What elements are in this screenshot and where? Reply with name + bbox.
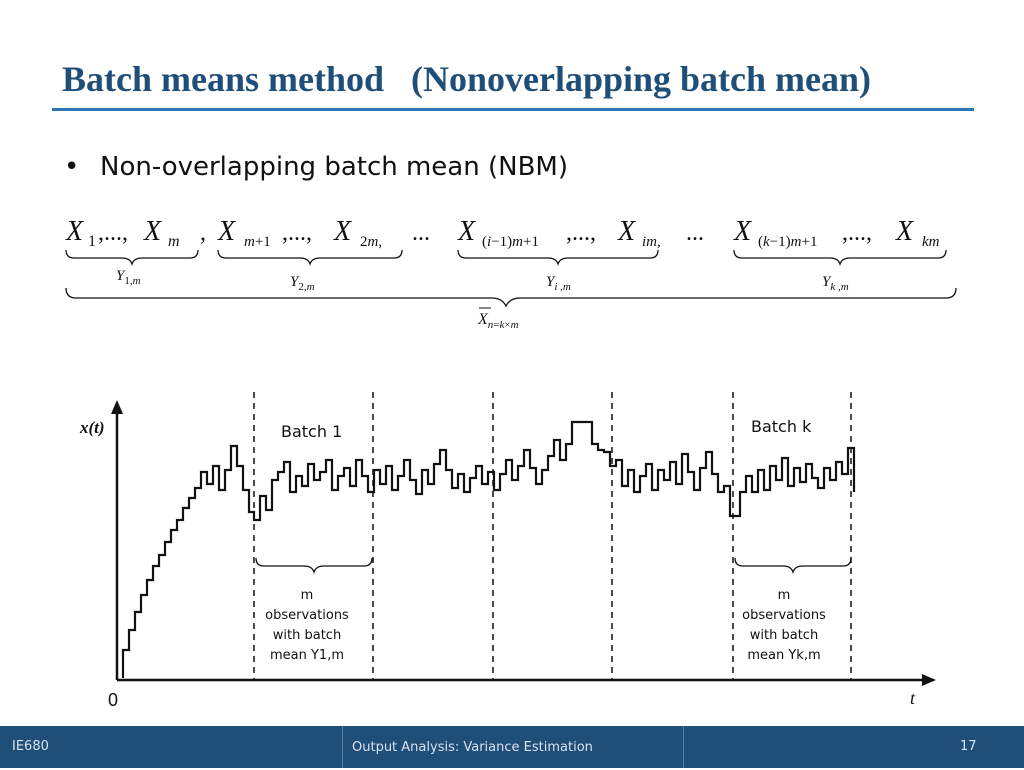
svg-text:(i−1)m+1: (i−1)m+1 bbox=[482, 234, 539, 250]
svg-text:im,: im, bbox=[642, 234, 661, 250]
formula-group-4 bbox=[733, 216, 940, 250]
svg-text:X: X bbox=[618, 216, 636, 247]
svg-text:m+1: m+1 bbox=[244, 234, 271, 250]
batch-1-annotation: m observations with batch mean Y1,m bbox=[252, 586, 362, 666]
formula-group-1 bbox=[65, 216, 206, 250]
batch-k-annotation: m observations with batch mean Yk,m bbox=[729, 586, 839, 666]
formula-group-2 bbox=[217, 216, 382, 250]
svg-text:,...,: ,..., bbox=[566, 220, 596, 246]
footer-divider-1 bbox=[342, 726, 343, 768]
formula-ellipsis-2: ... bbox=[686, 220, 704, 246]
footer-topic: Output Analysis: Variance Estimation bbox=[352, 740, 593, 755]
time-series-figure bbox=[0, 380, 1024, 720]
svg-text:1: 1 bbox=[88, 233, 96, 250]
svg-text:X: X bbox=[334, 216, 352, 247]
footer-divider-2 bbox=[683, 726, 684, 768]
svg-text:Y1,m: $Y_{1,}m$ bbox=[116, 268, 141, 287]
batch-1-annotation-mean: mean Y1,m bbox=[269, 648, 344, 663]
bullet-text: Non-overlapping batch mean (NBM) bbox=[100, 152, 568, 182]
svg-text:,...,: ,..., bbox=[842, 220, 872, 246]
batch-1-brace bbox=[256, 558, 372, 572]
svg-text:,...,: ,..., bbox=[282, 220, 312, 246]
x-axis-label: t bbox=[910, 688, 916, 708]
brace-4 bbox=[734, 250, 946, 264]
x-axis-arrow-icon bbox=[922, 674, 936, 686]
batch-1-label: Batch 1 bbox=[281, 422, 343, 441]
bullet-dot-icon: • bbox=[64, 152, 80, 182]
bullet-item bbox=[64, 152, 568, 182]
y-axis-arrow-icon bbox=[111, 400, 123, 414]
svg-text:X: X bbox=[66, 216, 84, 247]
brace-1 bbox=[66, 250, 198, 264]
slide-title: Batch means method (Nonoverlapping batch mean) bbox=[62, 59, 872, 99]
brace-overall bbox=[66, 288, 956, 306]
svg-text:X: X bbox=[734, 216, 752, 247]
footer-course: IE680 bbox=[12, 739, 49, 754]
svg-text:,...,: ,..., bbox=[98, 220, 128, 246]
brace-labels bbox=[116, 268, 849, 331]
svg-text:,: , bbox=[200, 220, 206, 246]
slide-footer bbox=[0, 726, 1024, 768]
batch-braces bbox=[256, 558, 851, 572]
brace-3 bbox=[458, 250, 658, 264]
batch-formula bbox=[0, 200, 1024, 340]
svg-text:Y2,m: $Y_{2,}m$ bbox=[290, 274, 315, 293]
svg-text:X: X bbox=[144, 216, 162, 247]
formula-group-3 bbox=[457, 216, 661, 250]
svg-text:Yi ,m: $Y_i$ ,m bbox=[546, 274, 571, 293]
svg-text:m: m bbox=[168, 233, 180, 250]
batch-k-brace bbox=[735, 558, 851, 572]
svg-text:(k−1)m+1: (k−1)m+1 bbox=[758, 234, 818, 250]
svg-text:X: X bbox=[218, 216, 236, 247]
svg-text:X: X bbox=[896, 216, 914, 247]
svg-text:Xn=k×m: $X_n=k\times m$ bbox=[478, 311, 519, 331]
footer-page-number: 17 bbox=[960, 739, 977, 754]
svg-text:X: X bbox=[458, 216, 476, 247]
batch-k-annotation-mean: mean Yk,m bbox=[747, 648, 821, 663]
y-axis-label: x(t) bbox=[80, 418, 105, 437]
svg-text:Yk ,m: $Y_k$ ,m bbox=[822, 274, 849, 293]
formula-ellipsis-1: ... bbox=[412, 220, 430, 246]
svg-text:2m,: 2m, bbox=[360, 234, 383, 250]
svg-text:km: km bbox=[922, 234, 940, 250]
title-divider bbox=[52, 108, 974, 111]
batch-k-label: Batch k bbox=[751, 417, 812, 436]
origin-label: 0 bbox=[108, 690, 119, 710]
brace-2 bbox=[218, 250, 402, 264]
